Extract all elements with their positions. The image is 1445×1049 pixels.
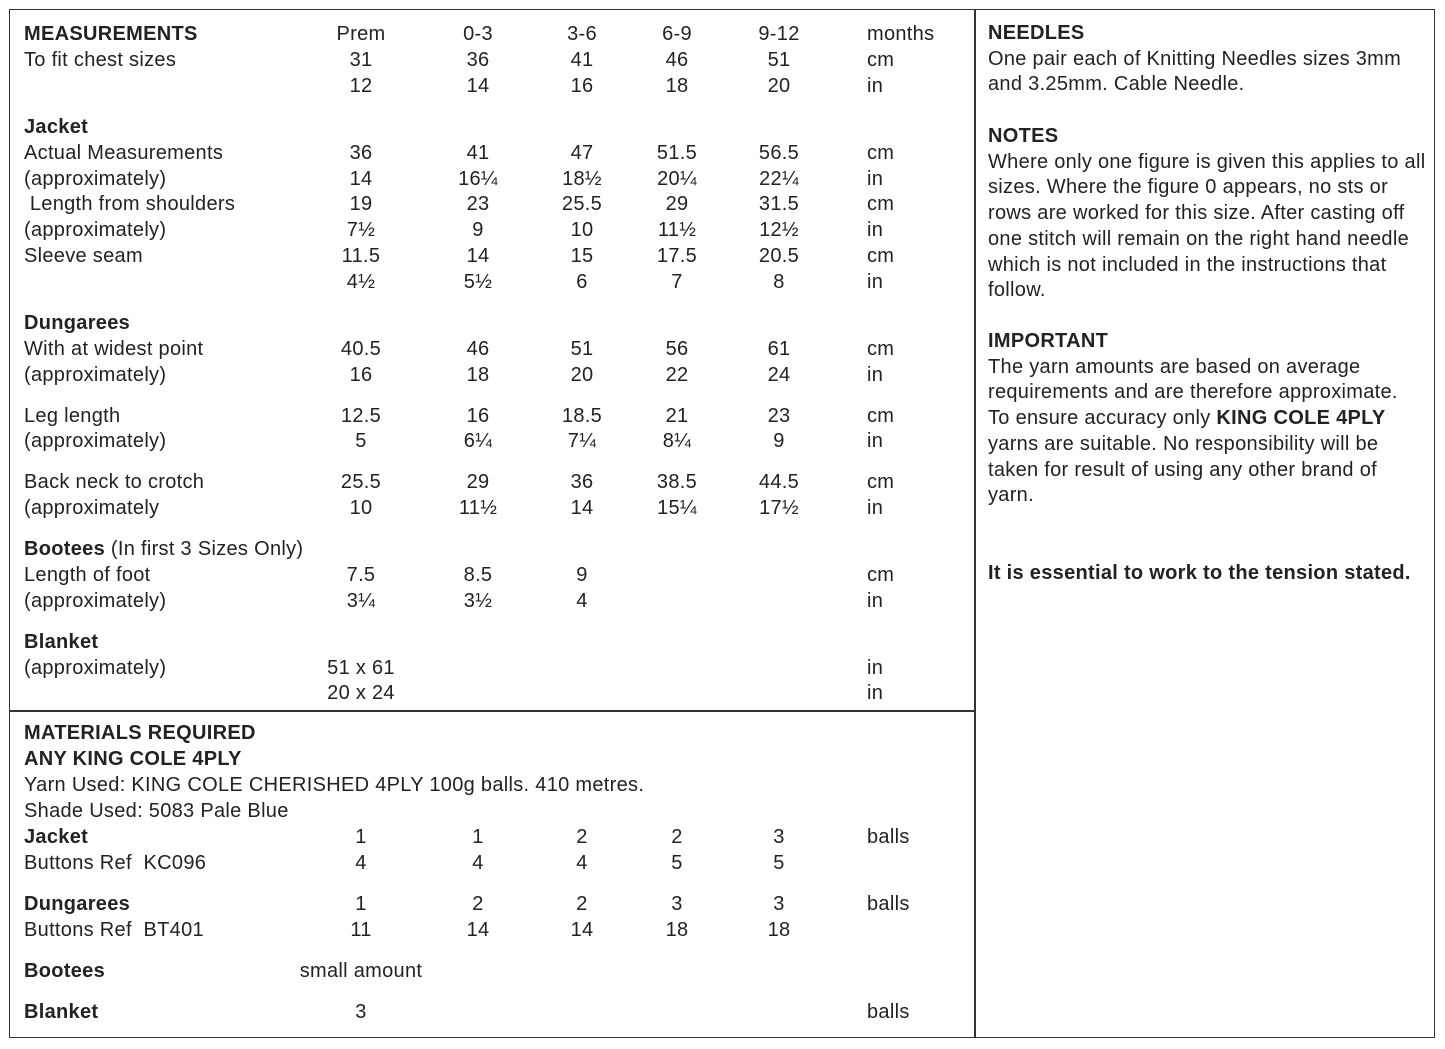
jacket-actual-in-cell: 16¼ [458, 168, 498, 190]
dungarees-crotch-cm-cell: 25.5 [340, 471, 382, 493]
yarn-used: Yarn Used: KING COLE CHERISHED 4PLY 100g balls. 410 metres. [24, 774, 645, 796]
jacket-length-in-cell: 10 [570, 219, 594, 241]
important-text-2 [988, 406, 1428, 509]
dungarees-leg-in-cell: 7¼ [567, 430, 597, 452]
jacket-sleeve-in-cell: 7 [671, 271, 683, 293]
jacket-actual-in-cell: 18½ [562, 168, 602, 190]
bootees-foot-cm-cell: 7.5 [346, 564, 376, 586]
bootees-amount: small amount [299, 960, 423, 982]
unit-label: balls [867, 893, 910, 915]
unit-label: in [867, 219, 884, 241]
dungarees-width-cm-cell: 40.5 [340, 338, 382, 360]
dungarees-leg-in-cell: 8¼ [662, 430, 692, 452]
section-heading-materials: MATERIALS REQUIRED [24, 722, 256, 744]
unit-label: in [867, 430, 884, 452]
jacket-buttons-cell: 4 [355, 852, 367, 874]
materials-bootees-label: Bootees [24, 960, 106, 982]
jacket-actual-cm-cell: 51.5 [656, 142, 698, 164]
unit-label: in [867, 168, 884, 190]
row-label: Length from shoulders [24, 193, 236, 215]
jacket-balls-cell: 1 [355, 826, 367, 848]
chest-cm-cell: 46 [665, 49, 689, 71]
important-heading: IMPORTANT [988, 330, 1109, 352]
jacket-actual-in-cell: 22¼ [759, 168, 799, 190]
jacket-sleeve-cm-cell: 20.5 [758, 245, 800, 267]
row-label: Leg length [24, 405, 121, 427]
dungarees-leg-cm-cell: 21 [665, 405, 689, 427]
unit-label: cm [867, 245, 895, 267]
row-label: Sleeve seam [24, 245, 143, 267]
chest-in-cell: 16 [570, 75, 594, 97]
row-label: (approximately) [24, 219, 167, 241]
bootees-foot-cm-cell: 8.5 [463, 564, 493, 586]
dungarees-leg-in-cell: 9 [773, 430, 785, 452]
dungarees-width-cm-cell: 61 [767, 338, 791, 360]
dungarees-width-in-cell: 18 [466, 364, 490, 386]
subheading-jacket: Jacket [24, 116, 89, 138]
materials-subheading: ANY KING COLE 4PLY [24, 748, 242, 770]
chest-cm-cell: 51 [767, 49, 791, 71]
jacket-length-in-cell: 9 [472, 219, 484, 241]
jacket-length-cm-cell: 25.5 [561, 193, 603, 215]
jacket-length-in-cell: 12½ [759, 219, 799, 241]
jacket-sleeve-cm-cell: 15 [570, 245, 594, 267]
tension-text: It is essential to work to the tension stated. [988, 562, 1411, 584]
unit-label: in [867, 75, 884, 97]
needles-text: One pair each of Knitting Needles sizes 3mm and 3.25mm. Cable Needle. [988, 47, 1402, 96]
materials-blanket-label: Blanket [24, 1001, 99, 1023]
important-brand: KING COLE 4PLY [1216, 407, 1386, 430]
size-header-cell: 0-3 [463, 23, 493, 45]
dungarees-leg-cm-cell: 12.5 [340, 405, 382, 427]
jacket-sleeve-in-cell: 8 [773, 271, 785, 293]
important-section [988, 329, 1428, 509]
jacket-length-cm-cell: 31.5 [758, 193, 800, 215]
bootees-foot-cm-cell: 9 [576, 564, 588, 586]
row-label: To fit chest sizes [24, 49, 177, 71]
size-header-cell: Prem [336, 23, 386, 45]
unit-label: in [867, 271, 884, 293]
unit-label: cm [867, 193, 895, 215]
notes-heading: NOTES [988, 125, 1059, 147]
size-header-cell: 6-9 [662, 23, 692, 45]
row-label: Actual Measurements [24, 142, 224, 164]
unit-label: cm [867, 49, 895, 71]
unit-label: cm [867, 471, 895, 493]
dungarees-buttons-cell: 14 [570, 919, 594, 941]
unit-label: in [867, 682, 884, 704]
dungarees-crotch-in-cell: 14 [570, 497, 594, 519]
jacket-length-in-cell: 7½ [346, 219, 376, 241]
chest-in-cell: 14 [466, 75, 490, 97]
section-heading-measurements: MEASUREMENTS [24, 23, 198, 45]
chest-cm-cell: 41 [570, 49, 594, 71]
chest-in-cell: 12 [349, 75, 373, 97]
dungarees-crotch-in-cell: 17½ [759, 497, 799, 519]
size-header-cell: 9-12 [758, 23, 800, 45]
dungarees-balls-cell: 2 [472, 893, 484, 915]
jacket-actual-cm-cell: 36 [349, 142, 373, 164]
dungarees-crotch-in-cell: 10 [349, 497, 373, 519]
row-label: Back neck to crotch [24, 471, 205, 493]
materials-jacket-label: Jacket [24, 826, 89, 848]
unit-label: balls [867, 1001, 910, 1023]
jacket-balls-cell: 2 [671, 826, 683, 848]
jacket-length-in-cell: 11½ [657, 219, 697, 241]
unit-label: cm [867, 338, 895, 360]
chest-in-cell: 18 [665, 75, 689, 97]
dungarees-leg-in-cell: 5 [355, 430, 367, 452]
chest-in-cell: 20 [767, 75, 791, 97]
dungarees-crotch-cm-cell: 44.5 [758, 471, 800, 493]
notes-section [988, 124, 1428, 304]
row-label: (approximately) [24, 168, 167, 190]
bootees-heading-note: (In first 3 Sizes Only) [105, 538, 304, 560]
notes-text: Where only one figure is given this applies to all sizes. Where the figure 0 appears, no sts or rows are worked for this size. After casting off one stitch will remain on the right hand needle which is not included in the instructions that follow. [988, 150, 1426, 302]
materials-dungarees-label: Dungarees [24, 893, 131, 915]
unit-label: months [867, 23, 935, 45]
row-label: (approximately [24, 497, 160, 519]
jacket-actual-cm-cell: 41 [466, 142, 490, 164]
chest-cm-cell: 36 [466, 49, 490, 71]
jacket-sleeve-cm-cell: 11.5 [341, 245, 381, 267]
jacket-balls-cell: 2 [576, 826, 588, 848]
dungarees-leg-in-cell: 6¼ [463, 430, 493, 452]
jacket-sleeve-in-cell: 4½ [346, 271, 376, 293]
dungarees-width-in-cell: 16 [349, 364, 373, 386]
row-label: (approximately) [24, 364, 167, 386]
dungarees-crotch-cm-cell: 36 [570, 471, 594, 493]
dungarees-buttons-cell: 18 [665, 919, 689, 941]
row-label: (approximately) [24, 590, 167, 612]
row-label: Length of foot [24, 564, 151, 586]
dungarees-crotch-cm-cell: 38.5 [656, 471, 698, 493]
dungarees-width-cm-cell: 51 [570, 338, 594, 360]
dungarees-width-cm-cell: 56 [665, 338, 689, 360]
dungarees-crotch-in-cell: 15¼ [657, 497, 697, 519]
unit-label: in [867, 497, 884, 519]
subheading-dungarees: Dungarees [24, 312, 131, 334]
row-label: With at widest point [24, 338, 204, 360]
jacket-length-cm-cell: 19 [349, 193, 373, 215]
jacket-balls-cell: 1 [472, 826, 484, 848]
unit-label: cm [867, 564, 895, 586]
dungarees-crotch-in-cell: 11½ [458, 497, 498, 519]
jacket-length-cm-cell: 23 [466, 193, 490, 215]
dungarees-width-in-cell: 20 [570, 364, 594, 386]
subheading-bootees [24, 536, 303, 562]
dungarees-width-in-cell: 24 [767, 364, 791, 386]
dungarees-buttons-cell: 18 [767, 919, 791, 941]
jacket-buttons-cell: 4 [576, 852, 588, 874]
unit-label: balls [867, 826, 910, 848]
tension-note [988, 561, 1428, 587]
unit-label: cm [867, 142, 895, 164]
unit-label: in [867, 590, 884, 612]
important-text-2a: To ensure accuracy only [988, 407, 1217, 430]
jacket-actual-in-cell: 20¼ [657, 168, 697, 190]
jacket-balls-cell: 3 [773, 826, 785, 848]
important-text-1: The yarn amounts are based on average requirements and are therefore approximate. [988, 355, 1398, 404]
bootees-foot-in-cell: 4 [576, 590, 588, 612]
bootees-heading: Bootees [24, 538, 106, 560]
jacket-actual-cm-cell: 47 [570, 142, 594, 164]
size-header-cell: 3-6 [567, 23, 597, 45]
dungarees-crotch-cm-cell: 29 [466, 471, 490, 493]
dungarees-balls-cell: 2 [576, 893, 588, 915]
jacket-buttons-cell: 4 [472, 852, 484, 874]
shade-used: Shade Used: 5083 Pale Blue [24, 800, 289, 822]
blanket-amount: 3 [355, 1001, 367, 1023]
dungarees-leg-cm-cell: 18.5 [561, 405, 603, 427]
dungarees-leg-cm-cell: 23 [767, 405, 791, 427]
dungarees-balls-cell: 1 [355, 893, 367, 915]
needles-heading: NEEDLES [988, 22, 1085, 44]
dungarees-width-cm-cell: 46 [466, 338, 490, 360]
jacket-length-cm-cell: 29 [665, 193, 689, 215]
blanket-size-cell: 51 x 61 [327, 657, 395, 679]
unit-label: in [867, 364, 884, 386]
dungarees-leg-cm-cell: 16 [466, 405, 490, 427]
jacket-actual-in-cell: 14 [349, 168, 373, 190]
dungarees-buttons-cell: 11 [350, 919, 372, 941]
jacket-actual-cm-cell: 56.5 [758, 142, 800, 164]
jacket-buttons-cell: 5 [773, 852, 785, 874]
row-label: (approximately) [24, 657, 167, 679]
row-label: Buttons Ref KC096 [24, 852, 207, 874]
blanket-size-cell: 20 x 24 [327, 682, 395, 704]
jacket-sleeve-cm-cell: 17.5 [656, 245, 698, 267]
unit-label: in [867, 657, 884, 679]
jacket-sleeve-in-cell: 5½ [463, 271, 493, 293]
chest-cm-cell: 31 [349, 49, 373, 71]
jacket-sleeve-cm-cell: 14 [466, 245, 490, 267]
unit-label: cm [867, 405, 895, 427]
subheading-blanket: Blanket [24, 631, 99, 653]
bootees-foot-in-cell: 3½ [463, 590, 493, 612]
row-label: Buttons Ref BT401 [24, 919, 204, 941]
dungarees-balls-cell: 3 [671, 893, 683, 915]
dungarees-balls-cell: 3 [773, 893, 785, 915]
needles-section [988, 21, 1428, 98]
bootees-foot-in-cell: 3¼ [346, 590, 376, 612]
important-text-2c: yarns are suitable. No responsibility will be taken for result of using any other brand of yarn. [988, 432, 1379, 507]
jacket-buttons-cell: 5 [671, 852, 683, 874]
dungarees-width-in-cell: 22 [665, 364, 689, 386]
jacket-sleeve-in-cell: 6 [576, 271, 588, 293]
dungarees-buttons-cell: 14 [466, 919, 490, 941]
row-label: (approximately) [24, 430, 167, 452]
